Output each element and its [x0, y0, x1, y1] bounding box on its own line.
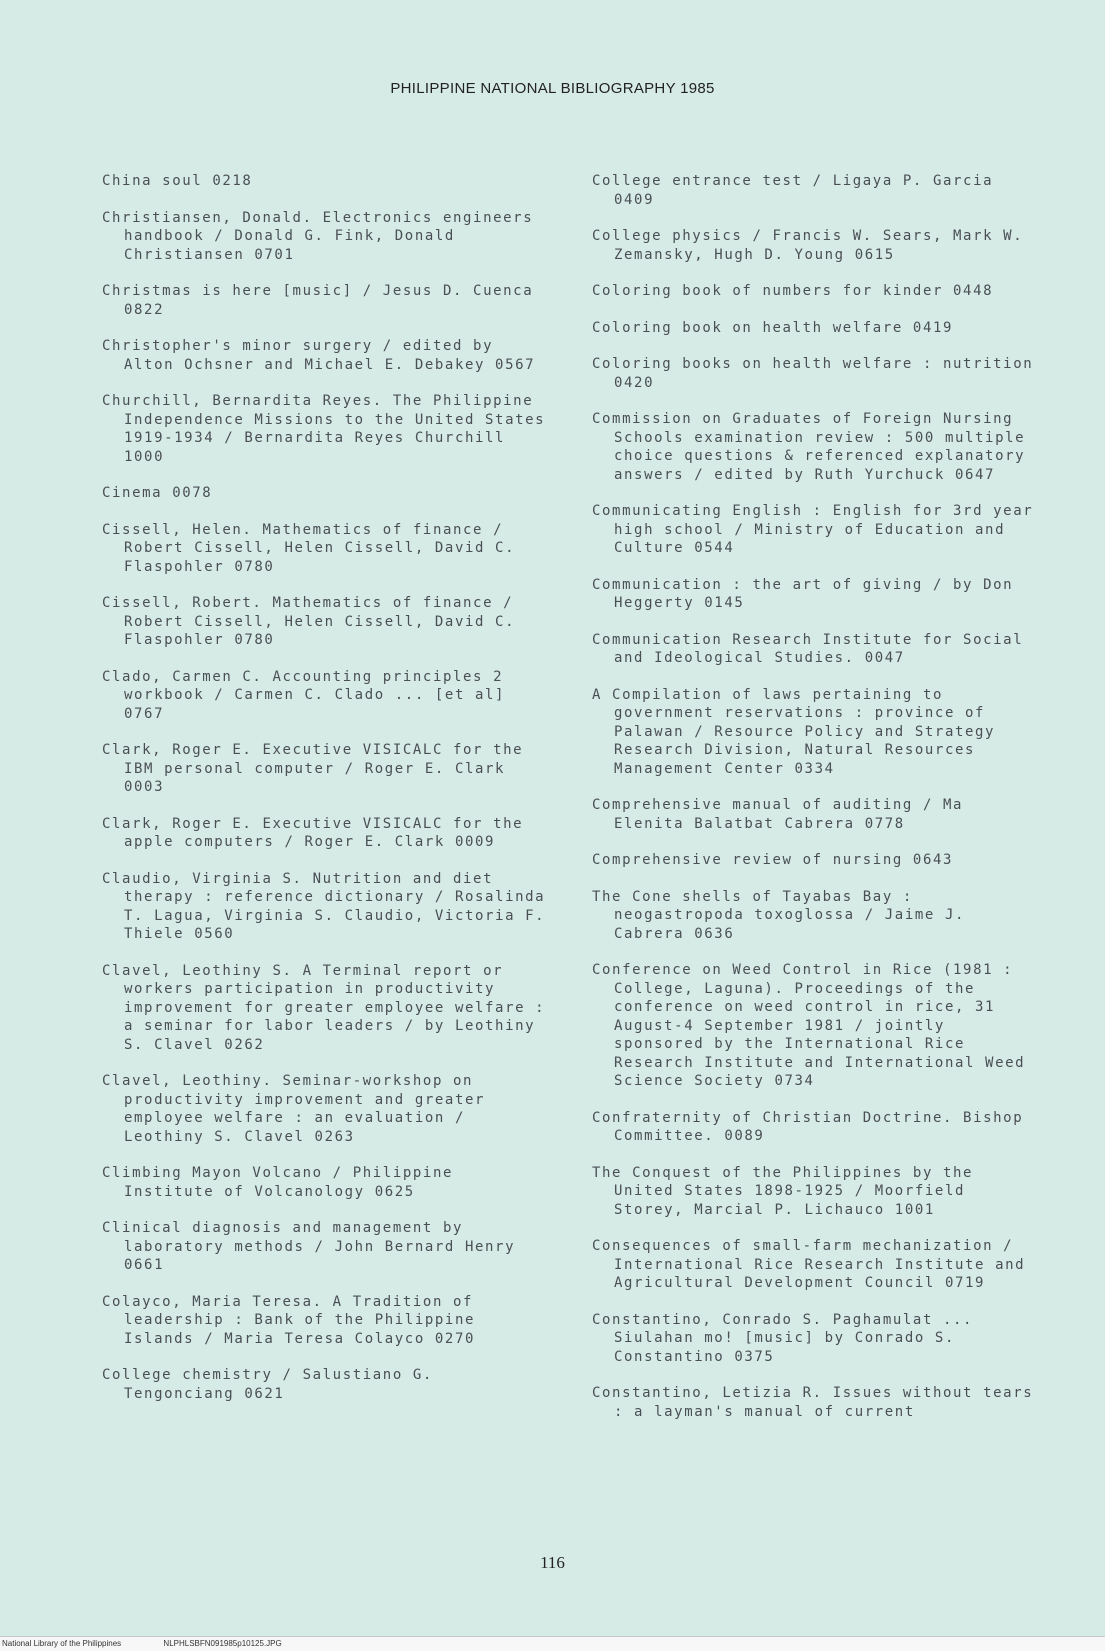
bibliography-entry: Clark, Roger E. Executive VISICALC for the apple computers / Roger E. Clark 0009	[102, 815, 524, 850]
bibliography-entry: Clavel, Leothiny. Seminar-workshop on productivity improvement and greater employee welfare : an evaluation / Leothiny S. Clavel 0263	[102, 1073, 486, 1145]
bibliography-entry: College chemistry / Salustiano G. Tengonciang 0621	[102, 1367, 433, 1402]
bibliography-entry: The Conquest of the Philippines by the United States 1898-1925 / Moorfield Storey, Marcial P. Lichauco 1001	[592, 1164, 974, 1218]
right-column	[592, 172, 1037, 1439]
bibliography-entry: Christmas is here [music] / Jesus D. Cuenca 0822	[102, 283, 534, 318]
file-id: NLPHLSBFN091985p10125.JPG	[163, 1639, 282, 1648]
bibliography-entry: Confraternity of Christian Doctrine. Bishop Committee. 0089	[592, 1109, 1024, 1144]
bibliography-entry: College physics / Francis W. Sears, Mark W. Zemansky, Hugh D. Young 0615	[592, 228, 1024, 263]
left-column	[102, 172, 547, 1421]
page-header: PHILIPPINE NATIONAL BIBLIOGRAPHY 1985	[390, 80, 715, 97]
bibliography-entry: Coloring book of numbers for kinder 0448	[592, 283, 994, 299]
bibliography-entry: Clinical diagnosis and management by laboratory methods / John Bernard Henry 0661	[102, 1220, 516, 1273]
bibliography-entry: Cinema 0078	[102, 485, 213, 501]
bibliography-entry: Colayco, Maria Teresa. A Tradition of leadership : Bank of the Philippine Islands / Maria Teresa Colayco 0270	[102, 1293, 476, 1347]
bibliography-entry: Commission on Graduates of Foreign Nursing Schools examination review : 500 multiple choice questions & referenced explanatory answers / edited by Ruth Yurchuck 0647	[592, 411, 1026, 483]
bibliography-entry: Comprehensive review of nursing 0643	[592, 852, 954, 868]
bibliography-entry: Constantino, Conrado S. Paghamulat ... Siulahan mo! [music] by Conrado S. Constantino 0375	[592, 1311, 974, 1365]
bibliography-entry: Communicating English : English for 3rd year high school / Ministry of Education and Culture 0544	[592, 503, 1034, 556]
bibliography-entry: Coloring book on health welfare 0419	[592, 319, 954, 336]
bibliography-entry: Conference on Weed Control in Rice (1981 : College, Laguna). Proceedings of the conference on weed control in rice, 31 August-4 September 1981 / jointly sponsored by the International Rice Research Institute and International Weed Science Society 0734	[592, 962, 1026, 1089]
bibliography-entry: Churchill, Bernardita Reyes. The Philippine Independence Missions to the United States 1919-1934 / Bernardita Reyes Churchill 1000	[102, 393, 546, 465]
bibliography-entry: Clark, Roger E. Executive VISICALC for the IBM personal computer / Roger E. Clark 0003	[102, 742, 524, 795]
bibliography-entry: Climbing Mayon Volcano / Philippine Institute of Volcanology 0625	[102, 1165, 454, 1200]
bibliography-entry: China soul 0218	[102, 173, 253, 189]
bibliography-entry: Cissell, Helen. Mathematics of finance / Robert Cissell, Helen Cissell, David C. Flaspohler 0780	[102, 521, 516, 575]
library-credit: National Library of the Philippines	[2, 1639, 122, 1648]
bibliography-entry: Consequences of small-farm mechanization / International Rice Research Institute and Agricultural Development Council 0719	[592, 1238, 1026, 1291]
bibliography-entry: Cissell, Robert. Mathematics of finance / Robert Cissell, Helen Cissell, David C. Flaspohler 0780	[102, 595, 516, 648]
bibliography-entry: Christiansen, Donald. Electronics engineers handbook / Donald G. Fink, Donald Christiansen 0701	[102, 209, 534, 263]
bibliography-entry: Comprehensive manual of auditing / Ma Elenita Balatbat Cabrera 0778	[592, 797, 964, 832]
bibliography-entry: Clavel, Leothiny S. A Terminal report or workers participation in productivity improvement for greater employee welfare : a seminar for labor leaders / by Leothiny S. Clavel 0262	[102, 962, 546, 1053]
bibliography-entry: Coloring books on health welfare : nutrition 0420	[592, 356, 1034, 391]
bibliography-entry: Christopher's minor surgery / edited by Alton Ochsner and Michael E. Debakey 0567	[102, 338, 536, 373]
bibliography-entry: Communication Research Institute for Social and Ideological Studies. 0047	[592, 631, 1024, 666]
bibliography-entry: Constantino, Letizia R. Issues without tears : a layman's manual of current	[592, 1385, 1034, 1420]
scan-footer	[0, 1636, 1105, 1651]
bibliography-entry: A Compilation of laws pertaining to government reservations : province of Palawan / Resource Policy and Strategy Research Division, Natural Resources Management Center 0334	[592, 686, 996, 777]
bibliography-entry: Communication : the art of giving / by Don Heggerty 0145	[592, 576, 1014, 611]
bibliography-entry: Claudio, Virginia S. Nutrition and diet therapy : reference dictionary / Rosalinda T. Lagua, Virginia S. Claudio, Victoria F. Thiele 0560	[102, 870, 546, 942]
bibliography-entry: The Cone shells of Tayabas Bay : neogastropoda toxoglossa / Jaime J. Cabrera 0636	[592, 888, 966, 942]
bibliography-entry: Clado, Carmen C. Accounting principles 2 workbook / Carmen C. Clado ... [et al] 0767	[102, 668, 506, 722]
page-number: 116	[540, 1553, 565, 1572]
bibliography-entry: College entrance test / Ligaya P. Garcia 0409	[592, 173, 994, 208]
